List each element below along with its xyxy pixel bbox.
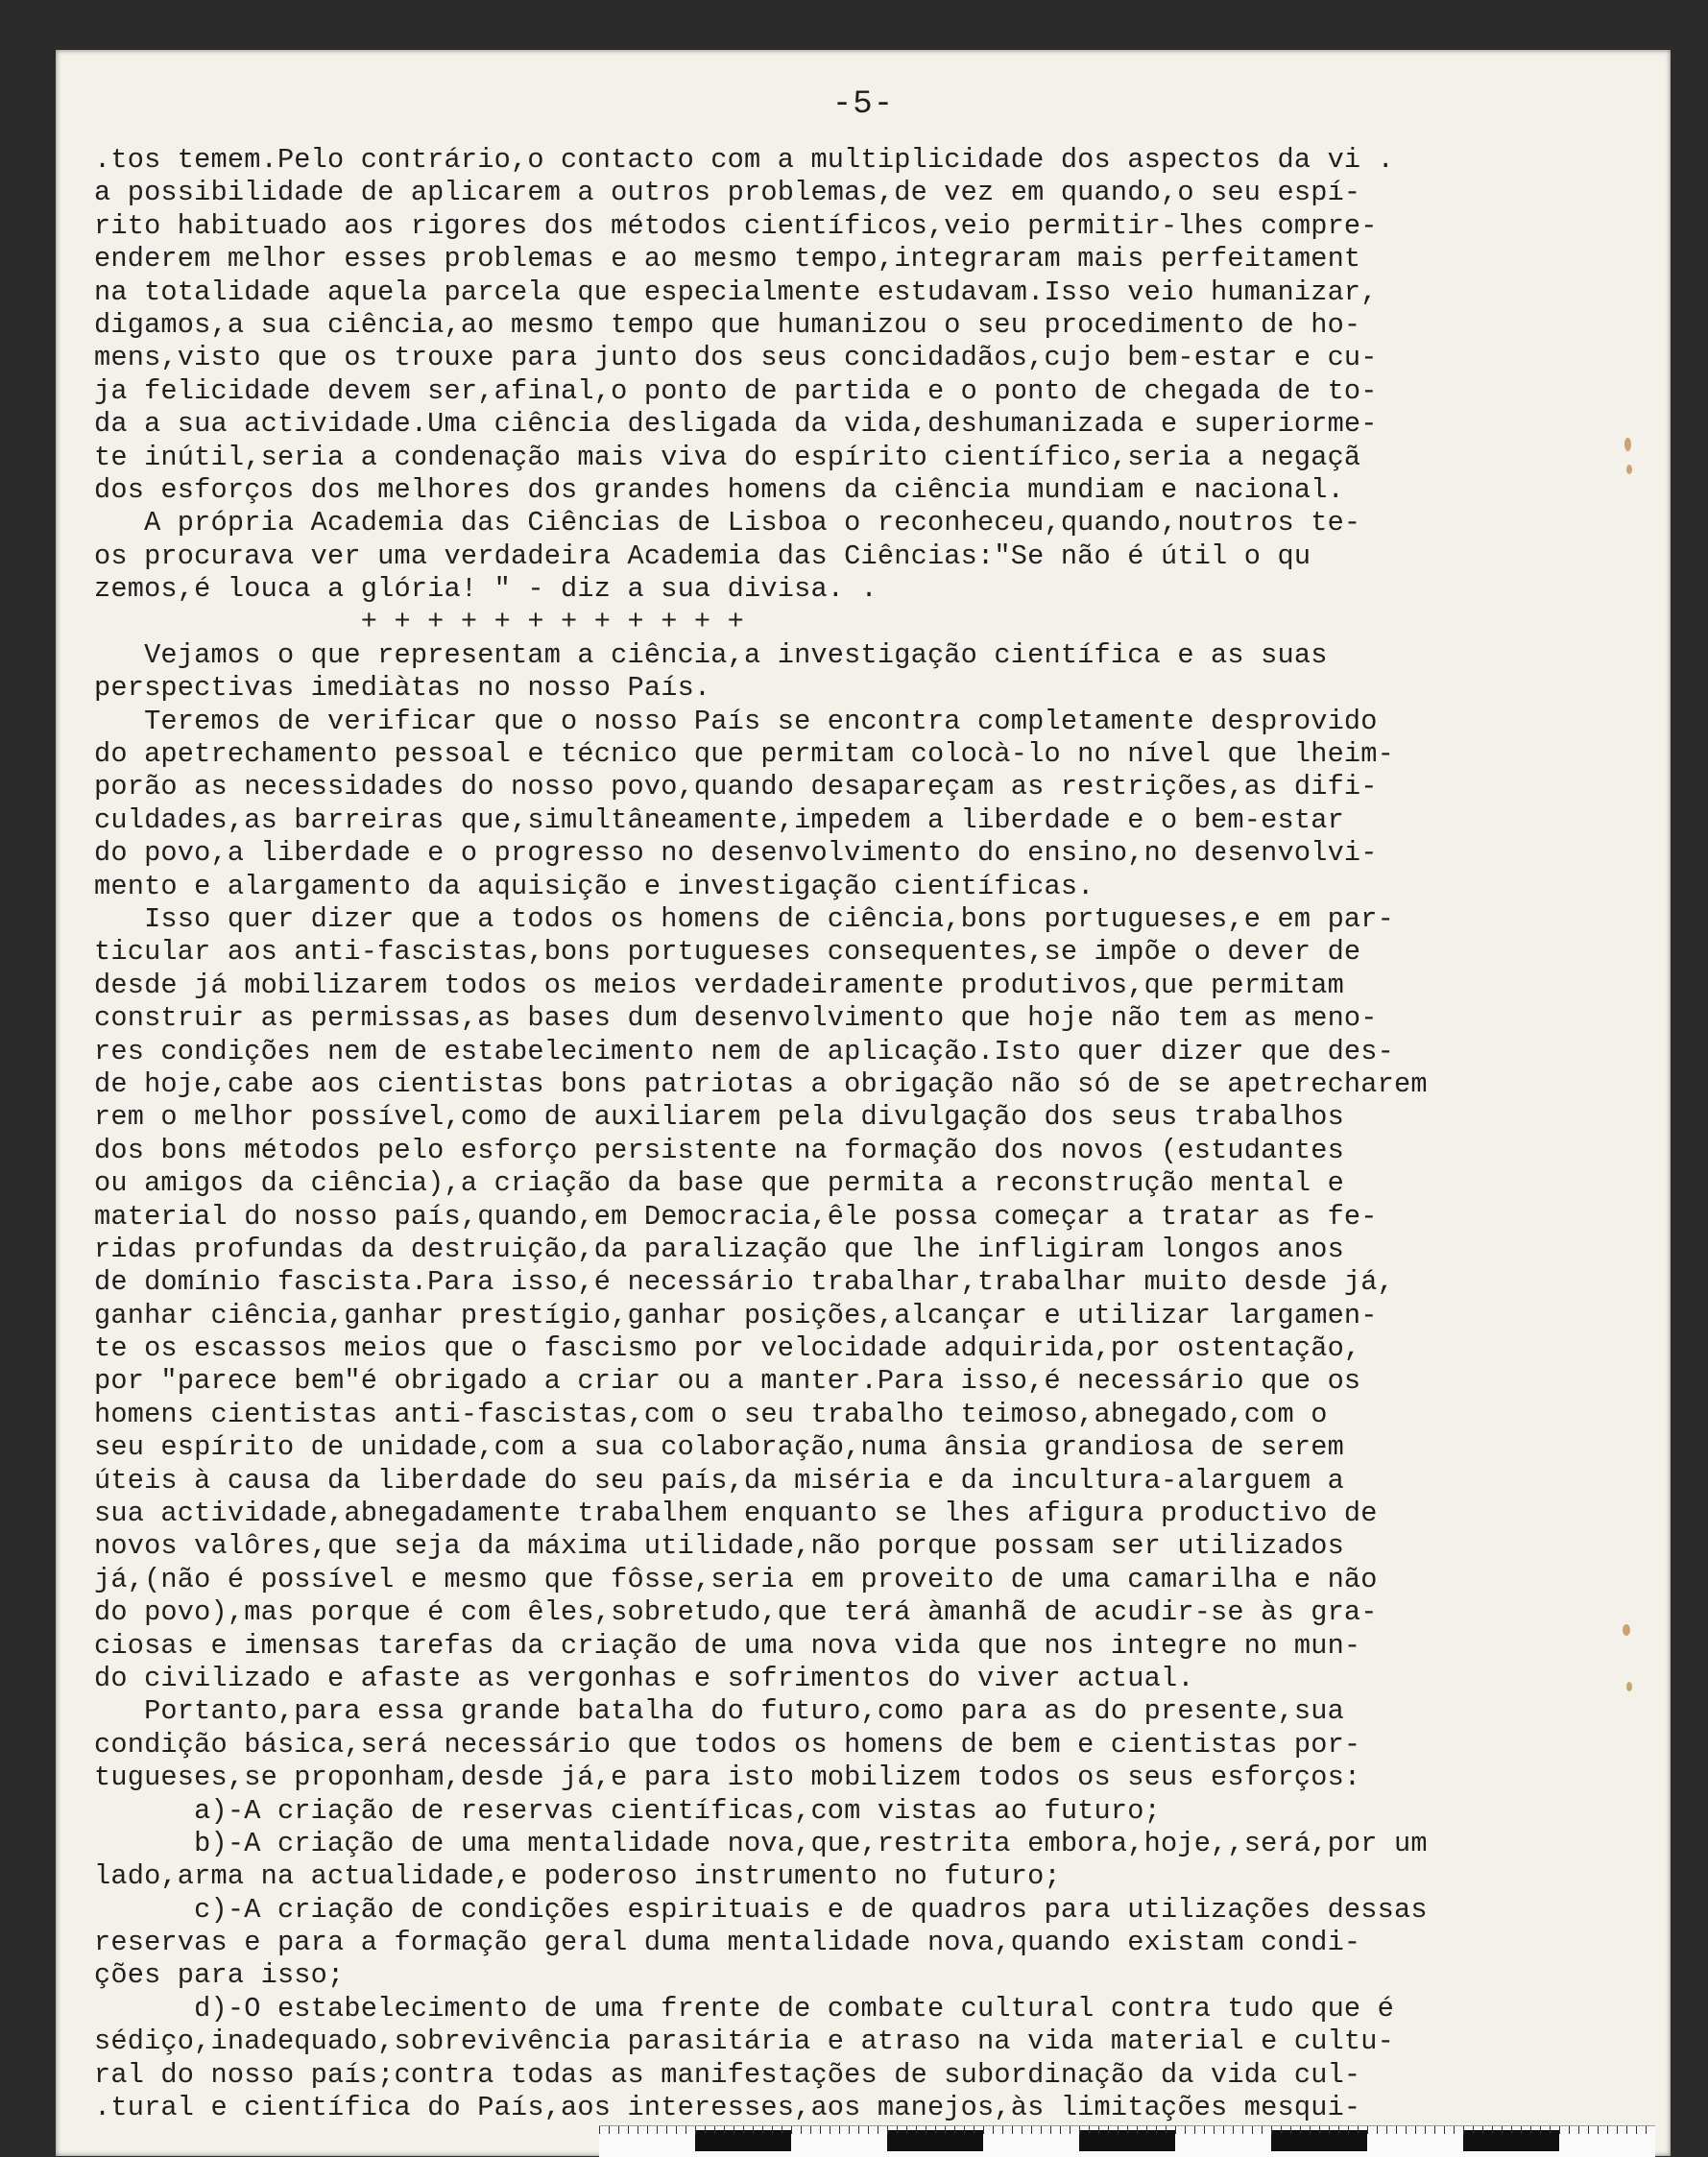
text-line: novos valôres,que seja da máxima utilidade,não porque possam ser utilizados bbox=[94, 1530, 1344, 1563]
scale-bar-tick bbox=[1588, 2126, 1589, 2134]
scale-bar-tick bbox=[1578, 2126, 1579, 2134]
scale-bar-tick bbox=[849, 2126, 850, 2134]
text-line: sédiço,inadequado,sobrevivência parasitária e atraso na vida material e cultu- bbox=[94, 2025, 1395, 2058]
text-line: res condições nem de estabelecimento nem de aplicação.Isto quer dizer que des- bbox=[94, 1035, 1395, 1067]
scale-bar-tick bbox=[599, 2126, 600, 2134]
scale-bar-tick bbox=[1607, 2126, 1608, 2134]
text-line: do povo,a liberdade e o progresso no desenvolvimento do ensino,no desenvolvi- bbox=[94, 837, 1378, 870]
scale-bar-tick bbox=[1127, 2126, 1128, 2134]
scale-bar-tick bbox=[618, 2126, 619, 2134]
scale-bar-tick bbox=[791, 2126, 792, 2134]
scale-bar-tick bbox=[1310, 2126, 1311, 2134]
scale-bar-tick bbox=[1060, 2126, 1061, 2134]
scale-bar-tick bbox=[1454, 2126, 1455, 2134]
scale-bar-tick bbox=[1185, 2126, 1186, 2134]
scale-bar-tick bbox=[1636, 2126, 1637, 2134]
scale-bar-tick bbox=[1425, 2126, 1426, 2134]
scale-bar-tick bbox=[1473, 2126, 1474, 2134]
text-line: por "parece bem"é obrigado a criar ou a manter.Para isso,é necessário que os bbox=[94, 1365, 1361, 1398]
scale-bar-tick bbox=[810, 2126, 811, 2134]
scale-bar-tick bbox=[801, 2126, 802, 2134]
scale-bar-tick bbox=[858, 2126, 859, 2134]
scale-bar-tick bbox=[714, 2126, 715, 2134]
text-line: do apetrechamento pessoal e técnico que permitam colocà-lo no nível que lheim- bbox=[94, 738, 1395, 771]
scale-bar-tick bbox=[657, 2126, 658, 2134]
scale-bar-tick bbox=[983, 2126, 984, 2134]
text-line: + + + + + + + + + + + + bbox=[94, 606, 745, 638]
text-line: te inútil,seria a condenação mais viva do espírito científico,seria a negaçã bbox=[94, 441, 1361, 473]
text-line: seu espírito de unidade,com a sua colaboração,numa ânsia grandiosa de serem bbox=[94, 1431, 1344, 1464]
typewritten-page bbox=[56, 50, 1671, 2156]
scale-bar-tick bbox=[916, 2126, 917, 2134]
text-line: construir as permissas,as bases dum desenvolvimento que hoje não tem as meno- bbox=[94, 1002, 1378, 1035]
text-line: ticular aos anti-fascistas,bons portugueses consequentes,se impõe o dever de bbox=[94, 936, 1361, 969]
text-line: tugueses,se proponham,desde já,e para isto mobilizem todos os seus esforços: bbox=[94, 1762, 1361, 1794]
scale-bar-tick bbox=[1156, 2126, 1157, 2134]
text-line: reservas e para a formação geral duma mentalidade nova,quando existam condi- bbox=[94, 1927, 1361, 1959]
scale-bar-tick bbox=[1444, 2126, 1445, 2134]
text-line: dos bons métodos pelo esforço persistente na formação dos novos (estudantes bbox=[94, 1134, 1344, 1166]
text-line: do civilizado e afaste as vergonhas e sofrimentos do viver actual. bbox=[94, 1662, 1194, 1694]
text-line: mens,visto que os trouxe para junto dos seus concidadãos,cujo bem-estar e cu- bbox=[94, 342, 1378, 374]
scale-bar-tick bbox=[1569, 2126, 1570, 2134]
text-line: lado,arma na actualidade,e poderoso instrumento no futuro; bbox=[94, 1860, 1061, 1893]
scale-bar-tick bbox=[1002, 2126, 1003, 2134]
rust-stain-mark bbox=[1626, 465, 1632, 474]
text-line: enderem melhor esses problemas e ao mesmo tempo,integraram mais perfeitament bbox=[94, 243, 1361, 276]
scale-bar-tick bbox=[1012, 2126, 1013, 2134]
text-line: A própria Academia das Ciências de Lisboa o reconheceu,quando,noutros te- bbox=[94, 507, 1361, 539]
scale-bar-tick bbox=[1108, 2126, 1109, 2134]
text-line: já,(não é possível e mesmo que fôsse,seria em proveito de uma camarilha e não bbox=[94, 1563, 1378, 1595]
scale-bar-tick bbox=[1559, 2126, 1560, 2134]
scale-bar-tick bbox=[1646, 2126, 1647, 2134]
scale-bar-tick bbox=[1617, 2126, 1618, 2134]
scale-bar-tick bbox=[1233, 2126, 1234, 2134]
rust-stain-mark bbox=[1626, 1682, 1632, 1691]
scale-bar-tick bbox=[1463, 2126, 1464, 2134]
text-line: zemos,é louca a glória! " - diz a sua divisa. . bbox=[94, 573, 878, 606]
scale-bar-tick bbox=[1050, 2126, 1051, 2134]
scale-bar-tick bbox=[772, 2126, 773, 2134]
rust-stain-mark bbox=[1624, 438, 1631, 451]
text-line: a possibilidade de aplicarem a outros problemas,de vez em quando,o seu espí- bbox=[94, 177, 1361, 209]
scale-bar-tick bbox=[1540, 2126, 1541, 2134]
text-line: rem o melhor possível,como de auxiliarem pela divulgação dos seus trabalhos bbox=[94, 1101, 1344, 1134]
scale-bar-tick bbox=[1089, 2126, 1090, 2134]
scale-bar-tick bbox=[1521, 2126, 1522, 2134]
scale-bar-tick bbox=[1329, 2126, 1330, 2134]
scale-bar-tick bbox=[676, 2126, 677, 2134]
text-line: te os escassos meios que o fascismo por velocidade adquirida,por ostentação, bbox=[94, 1332, 1361, 1365]
scale-bar-tick bbox=[1166, 2126, 1167, 2134]
text-line: sua actividade,abnegadamente trabalhem enquanto se lhes afigura productivo de bbox=[94, 1498, 1378, 1530]
text-line: ou amigos da ciência),a criação da base que permita a reconstrução mental e bbox=[94, 1167, 1344, 1200]
scale-bar-tick bbox=[695, 2126, 696, 2134]
scale-bar-tick bbox=[743, 2126, 744, 2134]
scale-bar-tick bbox=[1031, 2126, 1032, 2134]
scale-bar-tick bbox=[1492, 2126, 1493, 2134]
text-line: rito habituado aos rigores dos métodos científicos,veio permitir-lhes compre- bbox=[94, 209, 1378, 242]
scale-bar-tick bbox=[637, 2126, 638, 2134]
scale-bar-tick bbox=[666, 2126, 667, 2134]
scale-bar-tick bbox=[1146, 2126, 1147, 2134]
scale-bar-tick bbox=[1204, 2126, 1205, 2134]
text-line: úteis à causa da liberdade do seu país,da miséria e da incultura-alarguem a bbox=[94, 1464, 1344, 1497]
scale-bar-tick bbox=[993, 2126, 994, 2134]
page-number: -5- bbox=[831, 86, 895, 123]
scale-bar-tick bbox=[1502, 2126, 1503, 2134]
text-line: ridas profundas da destruição,da paralização que lhe infligiram longos anos bbox=[94, 1233, 1344, 1265]
text-line: c)-A criação de condições espirituais e de quadros para utilizações dessas bbox=[94, 1893, 1428, 1926]
scale-bar-tick bbox=[1377, 2126, 1378, 2134]
scale-bar-tick bbox=[1396, 2126, 1397, 2134]
scale-bar-tick bbox=[1348, 2126, 1349, 2134]
scale-bar-tick bbox=[1598, 2126, 1599, 2134]
scale-bar-tick bbox=[935, 2126, 936, 2134]
scale-bar-tick bbox=[1530, 2126, 1531, 2134]
scale-bar-tick bbox=[1290, 2126, 1291, 2134]
scale-bar-tick bbox=[1367, 2126, 1368, 2134]
scale-bar-tick bbox=[1041, 2126, 1042, 2134]
text-line: de hoje,cabe aos cientistas bons patriotas a obrigação não só de se apetrecharem bbox=[94, 1067, 1428, 1100]
text-line: perspectivas imediàtas no nosso País. bbox=[94, 672, 711, 705]
scale-bar-tick bbox=[1358, 2126, 1359, 2134]
text-line: homens cientistas anti-fascistas,com o seu trabalho teimoso,abnegado,com o bbox=[94, 1398, 1328, 1430]
text-line: digamos,a sua ciência,ao mesmo tempo que humanizou o seu procedimento de ho- bbox=[94, 308, 1361, 341]
scale-bar-tick bbox=[1223, 2126, 1224, 2134]
page-body-text bbox=[94, 144, 1630, 2124]
scale-bar bbox=[599, 2125, 1655, 2157]
scale-bar-tick bbox=[839, 2126, 840, 2134]
text-line: b)-A criação de uma mentalidade nova,que,restrita embora,hoje,,será,por um bbox=[94, 1827, 1428, 1859]
scale-bar-tick bbox=[906, 2126, 907, 2134]
scale-bar-tick bbox=[945, 2126, 946, 2134]
scale-bar-tick bbox=[1406, 2126, 1407, 2134]
scale-bar-tick bbox=[1300, 2126, 1301, 2134]
scale-bar-tick bbox=[1482, 2126, 1483, 2134]
text-line: dos esforços dos melhores dos grandes homens da ciência mundiam e nacional. bbox=[94, 473, 1344, 506]
text-line: .tural e científica do País,aos interesses,aos manejos,às limitações mesqui- bbox=[94, 2092, 1361, 2124]
scale-bar-tick bbox=[1434, 2126, 1435, 2134]
text-line: Portanto,para essa grande batalha do futuro,como para as do presente,sua bbox=[94, 1695, 1344, 1728]
scale-bar-tick bbox=[954, 2126, 955, 2134]
scale-bar-tick bbox=[1118, 2126, 1119, 2134]
scale-bar-tick bbox=[1079, 2126, 1080, 2134]
scale-bar-tick bbox=[1415, 2126, 1416, 2134]
text-line: ganhar ciência,ganhar prestígio,ganhar posições,alcançar e utilizar largamen- bbox=[94, 1299, 1378, 1331]
scale-bar-tick bbox=[724, 2126, 725, 2134]
scale-bar-tick bbox=[1214, 2126, 1215, 2134]
scale-bar-tick bbox=[647, 2126, 648, 2134]
text-line: .tos temem.Pelo contrário,o contacto com a multiplicidade dos aspectos da vi . bbox=[94, 144, 1395, 176]
scale-bar-tick bbox=[1252, 2126, 1253, 2134]
scale-bar-tick bbox=[1070, 2126, 1071, 2134]
scale-bar-tick bbox=[964, 2126, 965, 2134]
scale-bar-tick bbox=[762, 2126, 763, 2134]
scale-bar-tick bbox=[753, 2126, 754, 2134]
rust-stain-mark bbox=[1623, 1624, 1630, 1636]
scale-bar-tick bbox=[1511, 2126, 1512, 2134]
text-line: ções para isso; bbox=[94, 1959, 345, 1992]
scale-bar-tick bbox=[1281, 2126, 1282, 2134]
text-line: Isso quer dizer que a todos os homens de ciência,bons portugueses,e em par- bbox=[94, 902, 1395, 935]
scale-bar-tick bbox=[1271, 2126, 1272, 2134]
text-line: os procurava ver uma verdadeira Academia das Ciências:"Se não é útil o qu bbox=[94, 539, 1311, 572]
scale-bar-tick bbox=[868, 2126, 869, 2134]
scale-bar-tick bbox=[897, 2126, 898, 2134]
scale-bar-tick bbox=[1338, 2126, 1339, 2134]
scale-bar-tick bbox=[1319, 2126, 1320, 2134]
text-line: Teremos de verificar que o nosso País se encontra completamente desprovido bbox=[94, 705, 1378, 737]
text-line: de domínio fascista.Para isso,é necessário trabalhar,trabalhar muito desde já, bbox=[94, 1266, 1395, 1299]
text-line: mento e alargamento da aquisição e investigação científicas. bbox=[94, 870, 1095, 902]
scale-bar-tick bbox=[1386, 2126, 1387, 2134]
text-line: a)-A criação de reservas científicas,com vistas ao futuro; bbox=[94, 1794, 1161, 1827]
scale-bar-tick bbox=[1098, 2126, 1099, 2134]
text-line: do povo),mas porque é com êles,sobretudo,que terá àmanhã de acudir-se às gra- bbox=[94, 1596, 1378, 1629]
scale-bar-tick bbox=[1242, 2126, 1243, 2134]
scale-bar-tick bbox=[1137, 2126, 1138, 2134]
text-line: condição básica,será necessário que todos os homens de bem e cientistas por- bbox=[94, 1728, 1361, 1761]
text-line: ciosas e imensas tarefas da criação de uma nova vida que nos integre no mun- bbox=[94, 1629, 1361, 1662]
text-line: desde já mobilizarem todos os meios verdadeiramente produtivos,que permitam bbox=[94, 969, 1344, 1001]
scale-bar-tick bbox=[1194, 2126, 1195, 2134]
text-line: da a sua actividade.Uma ciência desligada da vida,deshumanizada e superiorme- bbox=[94, 408, 1378, 441]
scale-bar-tick bbox=[705, 2126, 706, 2134]
text-line: material do nosso país,quando,em Democracia,êle possa começar a tratar as fe- bbox=[94, 1200, 1378, 1233]
text-line: ja felicidade devem ser,afinal,o ponto de partida e o ponto de chegada de to- bbox=[94, 374, 1378, 407]
text-line: porão as necessidades do nosso povo,quando desapareçam as restrições,as difi- bbox=[94, 771, 1378, 803]
text-line: d)-O estabelecimento de uma frente de combate cultural contra tudo que é bbox=[94, 1992, 1395, 2025]
text-line: Vejamos o que representam a ciência,a investigação científica e as suas bbox=[94, 638, 1328, 671]
scale-bar-tick bbox=[609, 2126, 610, 2134]
text-line: ral do nosso país;contra todas as manifestações de subordinação da vida cul- bbox=[94, 2058, 1361, 2091]
text-line: na totalidade aquela parcela que especialmente estudavam.Isso veio humanizar, bbox=[94, 276, 1378, 308]
scale-bar-tick bbox=[887, 2126, 888, 2134]
scale-bar-tick bbox=[820, 2126, 821, 2134]
scale-bar-tick bbox=[1550, 2126, 1551, 2134]
scale-bar-tick bbox=[1262, 2126, 1263, 2134]
text-line: culdades,as barreiras que,simultâneamente,impedem a liberdade e o bem-estar bbox=[94, 803, 1344, 836]
scale-bar-tick bbox=[1626, 2126, 1627, 2134]
scale-bar-tick bbox=[628, 2126, 629, 2134]
scale-bar-tick bbox=[1175, 2126, 1176, 2134]
